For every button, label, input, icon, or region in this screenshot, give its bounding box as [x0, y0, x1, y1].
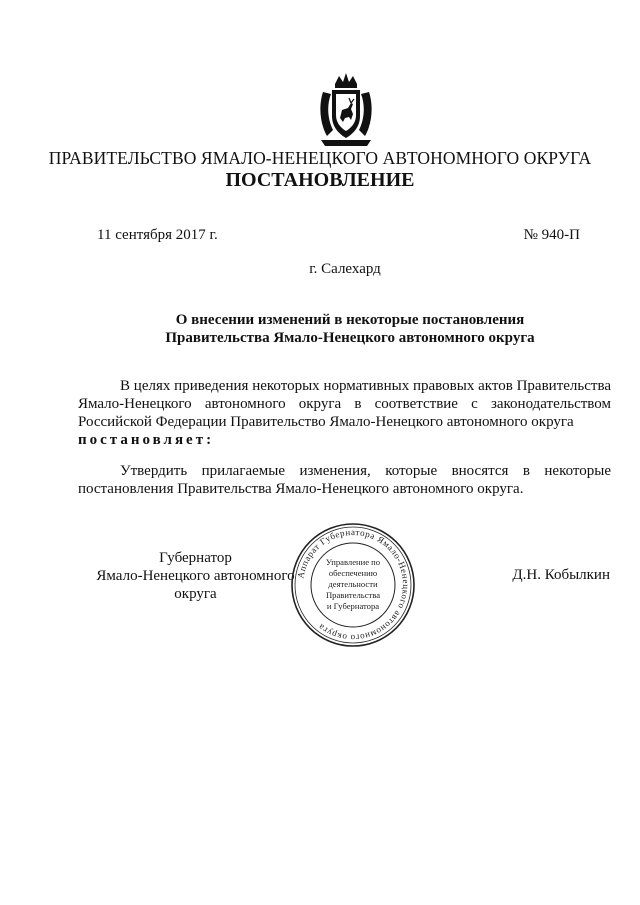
stamp-line: и Губернатора — [326, 601, 380, 611]
document-title — [0, 311, 640, 347]
stamp-line: обеспечению — [328, 568, 378, 578]
official-stamp — [290, 522, 416, 648]
document-type: ПОСТАНОВЛЕНИЕ — [225, 169, 415, 191]
preamble-paragraph — [78, 377, 611, 449]
stamp-line: Управление по — [325, 557, 381, 567]
stamp-line: Правительства — [325, 590, 381, 600]
document-city: г. Салехард — [309, 261, 381, 277]
stamp-ring-text: Аппарат Губернатора Ямало-Ненецкого автономного округа — [295, 526, 412, 644]
document-date: 11 сентября 2017 г. — [97, 227, 218, 243]
signatory-title-line-2: Ямало-Ненецкого автономного округа — [96, 568, 295, 602]
preamble-text: В целях приведения некоторых нормативных правовых актов Правительства Ямало-Ненецкого автономного округа в соответствие с законодательством Российской Федерации Правительство Ямало-Ненецкого автономного округа — [78, 378, 611, 430]
signatory-title — [78, 549, 313, 603]
stamp-line: деятельности — [328, 579, 378, 589]
title-line-1: О внесении изменений в некоторые постановления — [175, 312, 525, 328]
document-number: № 940-П — [523, 227, 580, 243]
government-name: ПРАВИТЕЛЬСТВО ЯМАЛО-НЕНЕЦКОГО АВТОНОМНОГО ОКРУГА — [48, 148, 592, 168]
title-line-2: Правительства Ямало-Ненецкого автономного округа — [165, 330, 535, 346]
resolution-verb: постановляет: — [78, 432, 215, 448]
resolution-paragraph: Утвердить прилагаемые изменения, которые вносятся в некоторые постановления Правительства Ямало-Ненецкого автономного округа. — [78, 463, 611, 497]
signatory-name: Д.Н. Кобылкин — [512, 567, 610, 583]
signatory-title-line-1: Губернатор — [159, 550, 232, 566]
coat-of-arms-icon — [315, 70, 377, 148]
